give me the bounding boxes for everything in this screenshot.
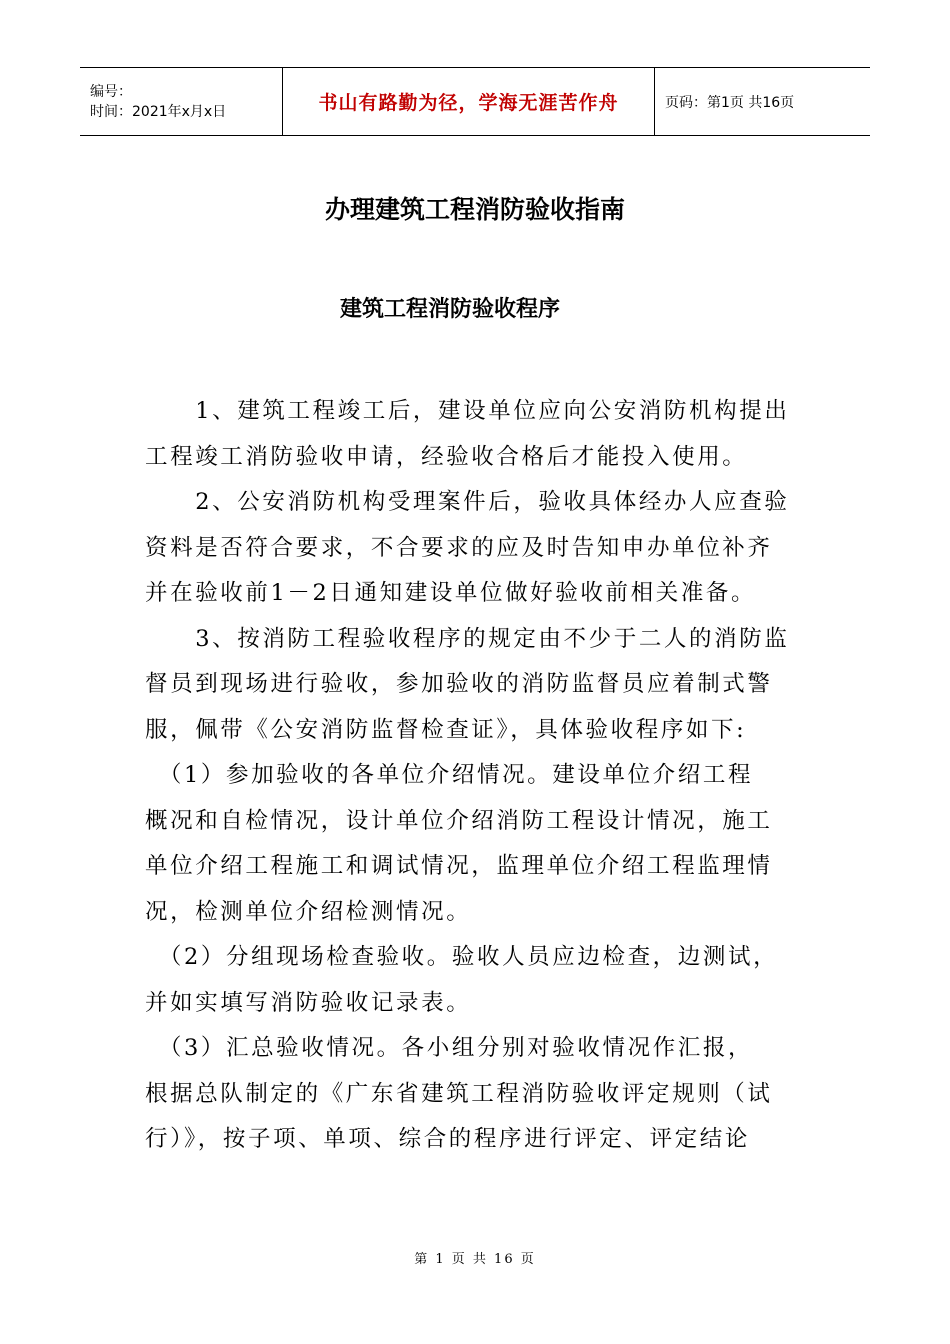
header-left-cell: [80, 68, 282, 135]
text-line: 根据总队制定的《广东省建筑工程消防验收评定规则（试: [145, 1080, 773, 1107]
text-line: 工程竣工消防验收申请，经验收合格后才能投入使用。: [145, 443, 748, 470]
text-line: （1）参加验收的各单位介绍情况。建设单位介绍工程: [145, 762, 754, 788]
text-line: 1、建筑工程竣工后，建设单位应向公安消防机构提出: [145, 398, 790, 424]
body-text: [145, 389, 825, 1163]
section-title: 建筑工程消防验收程序: [339, 297, 560, 322]
text-line: 概况和自检情况，设计单位介绍消防工程设计情况，施工: [145, 807, 773, 834]
page-footer: 第 1 页 共 16 页: [414, 1252, 536, 1267]
text-line: 服，佩带《公安消防监督检查证》，具体验收程序如下:: [145, 716, 747, 743]
text-line: 资料是否符合要求，不合要求的应及时告知申办单位补齐: [145, 534, 773, 561]
time-label: 时间：2021年x月x日: [90, 103, 227, 120]
number-label: 编号：: [90, 83, 132, 100]
text-line: 单位介绍工程施工和调试情况，监理单位介绍工程监理情: [145, 853, 773, 879]
text-line: 行）》，按子项、单项、综合的程序进行评定、评定结论: [145, 1126, 751, 1152]
text-line: 况，检测单位介绍检测情况。: [145, 898, 472, 925]
motto-text: 书山有路勤为径，学海无涯苦作舟: [318, 92, 619, 114]
text-line: 并在验收前1－2日通知建设单位做好验收前相关准备。: [145, 580, 757, 606]
text-line: （3）汇总验收情况。各小组分别对验收情况作汇报，: [145, 1035, 754, 1061]
page-header: [80, 67, 870, 136]
text-line: 并如实填写消防验收记录表。: [145, 989, 472, 1016]
text-line: （2）分组现场检查验收。验收人员应边检查，边测试，: [145, 944, 779, 970]
document-title: 办理建筑工程消防验收指南: [324, 195, 625, 224]
header-motto-cell: [282, 68, 655, 135]
header-page-info-cell: [655, 68, 870, 135]
text-line: 督员到现场进行验收，参加验收的消防监督员应着制式警: [145, 671, 773, 697]
text-line: 3、按消防工程验收程序的规定由不少于二人的消防监: [145, 625, 790, 652]
page-info: 页码：第1页 共16页: [665, 94, 795, 111]
text-line: 2、公安消防机构受理案件后，验收具体经办人应查验: [145, 489, 790, 515]
